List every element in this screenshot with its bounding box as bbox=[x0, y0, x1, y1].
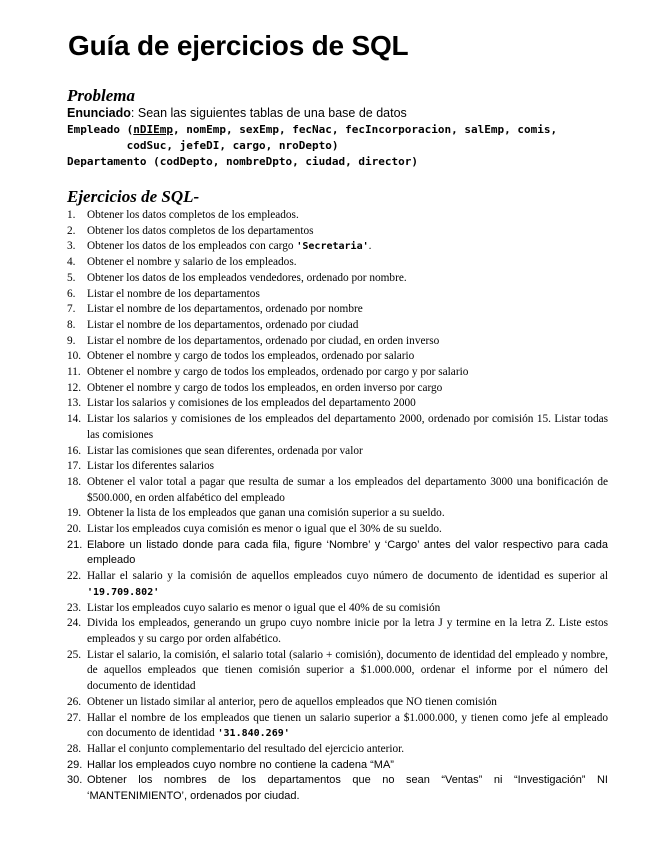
enunciado bbox=[67, 106, 407, 120]
exercise-number: 5. bbox=[67, 271, 76, 284]
exercise-item bbox=[67, 365, 608, 381]
exercise-text: Obtener los datos de los empleados vendedores, ordenado por nombre. bbox=[87, 271, 407, 284]
exercise-number: 7. bbox=[67, 303, 76, 316]
exercise-item bbox=[67, 239, 608, 255]
exercise-text: Divida los empleados, generando un grupo cuyo nombre inicie por la letra J y termine en la letra Z. Liste estos empleados y su cargo por orden alfabético. bbox=[87, 617, 608, 645]
exercise-item bbox=[67, 444, 608, 460]
quoted-value: 'Secretaria' bbox=[296, 241, 369, 253]
page-title: Guía de ejercicios de SQL bbox=[68, 30, 409, 61]
exercise-item bbox=[67, 506, 608, 522]
exercise-text: Listar el nombre de los departamentos, ordenado por ciudad bbox=[87, 318, 359, 331]
exercise-item bbox=[67, 396, 608, 412]
exercise-text: Hallar los empleados cuyo nombre no contiene la cadena “MA” bbox=[87, 758, 394, 771]
exercise-item bbox=[67, 648, 608, 695]
exercise-text: Hallar el nombre de los empleados que tienen un salario superior a $1.000.000, y tienen como jefe al empleado con documento de identidad bbox=[87, 711, 608, 740]
exercise-number: 17. bbox=[67, 460, 82, 473]
exercise-number: 20. bbox=[67, 523, 82, 536]
exercise-text: Obtener los datos de los empleados con cargo bbox=[87, 240, 297, 253]
exercise-item bbox=[67, 302, 608, 318]
exercise-number: 28. bbox=[67, 742, 82, 755]
exercise-number: 30. bbox=[67, 774, 83, 787]
enunciado-label: Enunciado bbox=[67, 106, 131, 120]
exercise-text: Obtener un listado similar al anterior, pero de aquellos empleados que NO tienen comisión bbox=[87, 695, 497, 708]
empleado-schema bbox=[67, 122, 557, 154]
exercise-item bbox=[67, 208, 608, 224]
exercise-text: Listar el salario, la comisión, el salario total (salario + comisión), documento de identidad del empleado y nombre, de aquellos empleados que tienen comisión superior a $1.000.000, ordenar el informe por el número del documento de identidad bbox=[87, 648, 608, 693]
exercise-item bbox=[67, 334, 608, 350]
exercise-text: Obtener el nombre y cargo de todos los empleados, en orden inverso por cargo bbox=[87, 381, 443, 394]
exercise-item bbox=[67, 695, 608, 711]
exercise-number: 14. bbox=[67, 413, 82, 426]
exercise-item bbox=[67, 459, 608, 475]
exercise-text: Obtener el nombre y cargo de todos los empleados, ordenado por cargo y por salario bbox=[87, 366, 469, 379]
exercise-item bbox=[67, 758, 608, 774]
exercise-text: Hallar el conjunto complementario del resultado del ejercicio anterior. bbox=[87, 742, 405, 755]
exercise-text: Listar el nombre de los departamentos bbox=[87, 287, 260, 300]
exercise-text: Obtener los datos completos de los departamentos bbox=[87, 224, 314, 237]
exercise-item bbox=[67, 616, 608, 647]
exercise-text: Listar el nombre de los departamentos, ordenado por ciudad, en orden inverso bbox=[87, 334, 440, 347]
exercise-number: 16. bbox=[67, 444, 82, 457]
empleado-line2: codSuc, jefeDI, cargo, nroDepto) bbox=[67, 139, 339, 152]
exercise-text: Listar los salarios y comisiones de los empleados del departamento 2000 bbox=[87, 397, 416, 410]
exercise-number: 10. bbox=[67, 350, 82, 363]
quoted-value: '31.840.269' bbox=[217, 728, 290, 740]
exercise-item bbox=[67, 381, 608, 397]
exercise-number: 6. bbox=[67, 287, 76, 300]
exercise-item bbox=[67, 287, 608, 303]
exercise-item bbox=[67, 271, 608, 287]
ejercicios-heading: Ejercicios de SQL- bbox=[67, 187, 200, 206]
exercise-number: 18. bbox=[67, 475, 82, 488]
exercise-number: 19. bbox=[67, 507, 82, 520]
exercise-text: Elabore un listado donde para cada fila, figure ‘Nombre’ y ‘Cargo’ antes del valor respectivo para cada empleado bbox=[87, 538, 608, 567]
exercise-number: 26. bbox=[67, 695, 82, 708]
exercise-text: Listar las comisiones que sean diferentes, ordenada por valor bbox=[87, 444, 363, 457]
problema-heading: Problema bbox=[67, 86, 135, 105]
exercise-text: Listar los empleados cuyo salario es menor o igual que el 40% de su comisión bbox=[87, 601, 441, 614]
exercise-item bbox=[67, 255, 608, 271]
exercise-number: 3. bbox=[67, 240, 76, 253]
exercise-item bbox=[67, 349, 608, 365]
exercise-text: Listar los empleados cuya comisión es menor o igual que el 30% de su sueldo. bbox=[87, 523, 442, 536]
exercise-item bbox=[67, 711, 608, 742]
exercise-item bbox=[67, 742, 608, 758]
empleado-key: nDIEmp bbox=[133, 123, 173, 136]
exercise-item bbox=[67, 601, 608, 617]
exercise-text: Obtener los nombres de los departamentos que no sean “Ventas” ni “Investigación” NI ‘MANTENIMIENTO’, ordenados por ciudad. bbox=[87, 774, 608, 803]
exercise-number: 25. bbox=[67, 648, 82, 661]
exercise-text: Obtener el nombre y cargo de todos los empleados, ordenado por salario bbox=[87, 350, 415, 363]
empleado-rest: , nomEmp, sexEmp, fecNac, fecIncorporacion, salEmp, comis, bbox=[172, 123, 558, 136]
exercise-list bbox=[67, 208, 608, 805]
exercise-item bbox=[67, 412, 608, 443]
exercise-text: Obtener el valor total a pagar que resulta de sumar a los empleados del departamento 3000 una bonificación de $500.000, en orden alfabético del empleado bbox=[87, 475, 608, 504]
exercise-number: 12. bbox=[67, 381, 82, 394]
exercise-number: 27. bbox=[67, 711, 82, 724]
exercise-text: Listar los diferentes salarios bbox=[87, 460, 215, 473]
exercise-number: 4. bbox=[67, 256, 76, 269]
exercise-number: 2. bbox=[67, 224, 76, 237]
exercise-number: 21. bbox=[67, 538, 83, 551]
exercise-item bbox=[67, 773, 608, 804]
exercise-number: 9. bbox=[67, 334, 76, 347]
exercise-item bbox=[67, 318, 608, 334]
exercise-number: 1. bbox=[67, 209, 76, 221]
exercise-number: 29. bbox=[67, 758, 83, 771]
empleado-prefix: Empleado ( bbox=[67, 123, 134, 136]
exercise-item bbox=[67, 224, 608, 240]
exercise-item bbox=[67, 538, 608, 569]
exercise-item bbox=[67, 522, 608, 538]
exercise-text: Listar el nombre de los departamentos, ordenado por nombre bbox=[87, 303, 363, 316]
exercise-item bbox=[67, 569, 608, 600]
exercise-item bbox=[67, 475, 608, 506]
exercise-number: 23. bbox=[67, 601, 82, 614]
exercise-number: 24. bbox=[67, 617, 82, 630]
exercise-text-end: . bbox=[368, 240, 372, 253]
exercise-text: Listar los salarios y comisiones de los empleados del departamento 2000, ordenado por comisión 15. Listar todas las comisiones bbox=[87, 413, 608, 441]
exercise-number: 8. bbox=[67, 318, 76, 331]
exercise-number: 11. bbox=[67, 366, 81, 379]
exercise-text: Hallar el salario y la comisión de aquellos empleados cuyo número de documento de identidad es superior al bbox=[87, 570, 608, 583]
departamento-schema: Departamento (codDepto, nombreDpto, ciudad, director) bbox=[67, 155, 418, 168]
quoted-value: '19.709.802' bbox=[87, 586, 160, 598]
enunciado-text: : Sean las siguientes tablas de una base de datos bbox=[130, 106, 407, 120]
exercise-text: Obtener la lista de los empleados que ganan una comisión superior a su sueldo. bbox=[87, 507, 445, 520]
exercise-number: 22. bbox=[67, 570, 82, 583]
exercise-text: Obtener el nombre y salario de los empleados. bbox=[87, 256, 297, 269]
exercise-number: 13. bbox=[67, 397, 82, 410]
exercise-text: Obtener los datos completos de los empleados. bbox=[87, 209, 299, 221]
